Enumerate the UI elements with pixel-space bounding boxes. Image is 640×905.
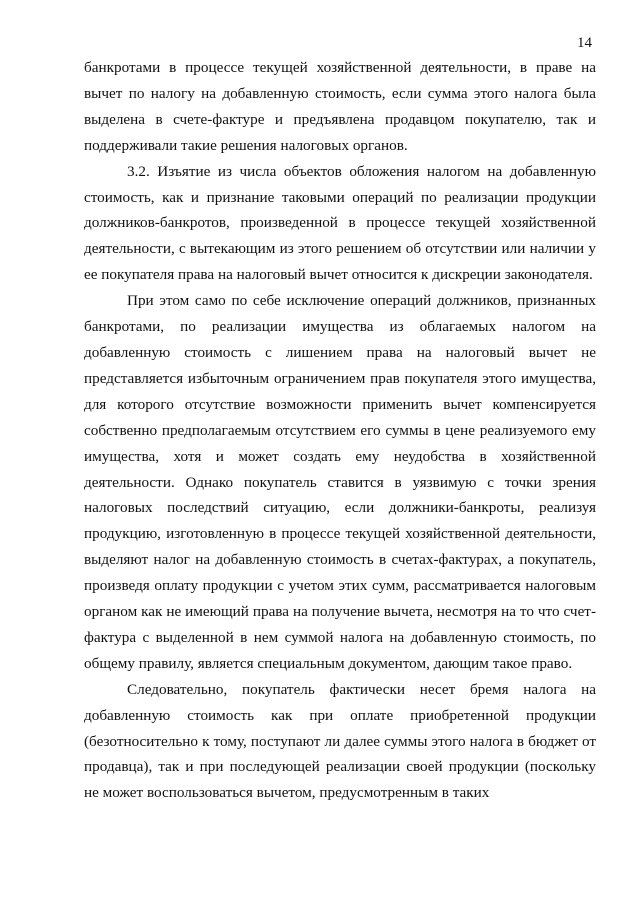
body-text: [84, 55, 596, 806]
paragraph-continuation: банкротами в процессе текущей хозяйственной деятельности, в праве на вычет по налогу на добавленную стоимость, если сумма этого налога была выделена в счете-фактуре и предъявлена продавцом покупателю, так и поддерживали такие решения налоговых органов.: [84, 59, 596, 154]
paragraph-3-2: 3.2. Изъятие из числа объектов обложения налогом на добавленную стоимость, как и признание таковыми операций по реализации продукции должников-банкротов, произведенной в процессе текущей хозяйственной деятельности, с вытекающим из этого решением об отсутствии или наличии у ее покупателя права на налоговый вычет относится к дискреции законодателя.: [84, 162, 596, 284]
paragraph-exclusion: При этом само по себе исключение операций должников, признанных банкротами, по реализации имущества из облагаемых налогом на добавленную стоимость с лишением права на налоговый вычет не представляется избыточным ограничением прав покупателя этого имущества, для которого отсутствие возможности применить вычет компенсируется собственно предполагаемым отсутствием его суммы в цене реализуемого ему имущества, хотя и может создать ему неудобства в хозяйственной деятельности. Однако покупатель ставится в уязвимую с точки зрения налоговых последствий ситуацию, если должники-банкроты, реализуя продукцию, изготовленную в процессе текущей хозяйственной деятельности, выделяют налог на добавленную стоимость в счетах-фактурах, а покупатель, произведя оплату продукции с учетом этих сумм, рассматривается налоговым органом как не имеющий права на получение вычета, несмотря на то что счет-фактура с выделенной в нем суммой налога на добавленную стоимость, по общему правилу, является специальным документом, дающим такое право.: [84, 292, 596, 672]
paragraph-consequently: Следовательно, покупатель фактически несет бремя налога на добавленную стоимость как при оплате приобретенной продукции (безотносительно к тому, поступают ли далее суммы этого налога в бюджет от продавца), так и при последующей реализации своей продукции (поскольку не может воспользоваться вычетом, предусмотренным в таких: [84, 680, 596, 802]
page-number: 14: [577, 35, 592, 51]
